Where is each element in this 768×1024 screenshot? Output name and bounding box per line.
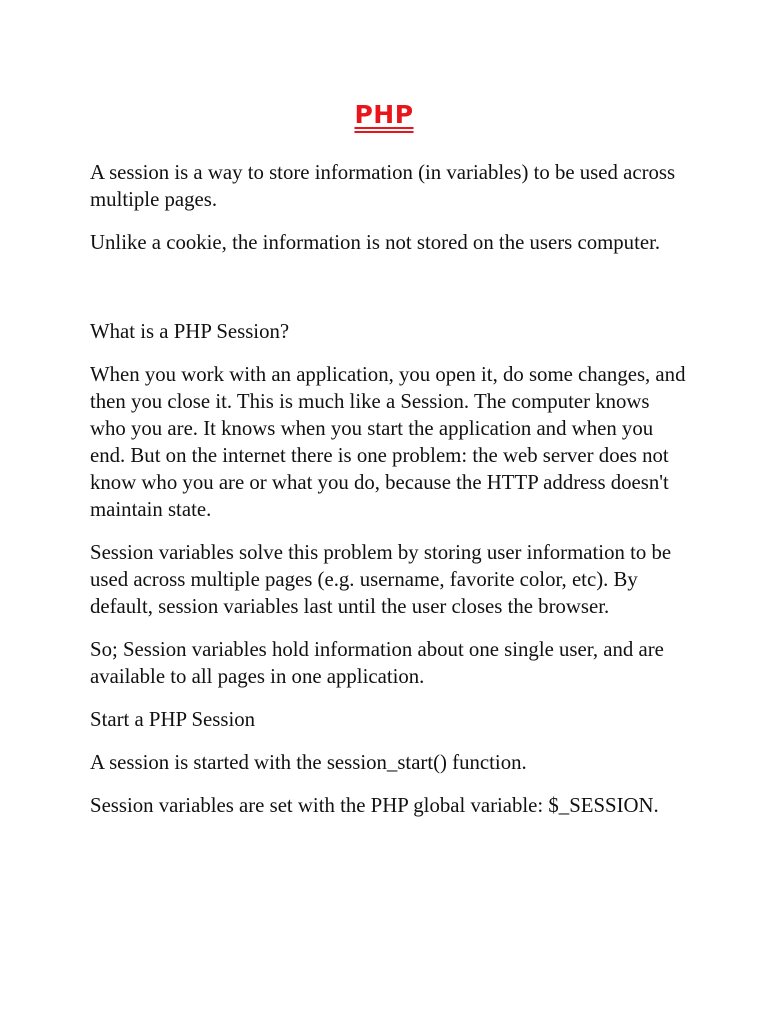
paragraph-session-start-function: A session is started with the session_start() function.	[90, 751, 527, 774]
page-title: PHP	[354, 100, 414, 129]
heading-start-php-session: Start a PHP Session	[90, 708, 256, 731]
title-container	[0, 98, 768, 132]
document-body	[90, 159, 690, 819]
heading-what-is-php-session: What is a PHP Session?	[90, 320, 290, 343]
paragraph-session-intro: A session is a way to store information (in variables) to be used across multiple pages.	[90, 161, 676, 211]
paragraph-session-variables-solution: Session variables solve this problem by storing user information to be used across multiple pages (e.g. username, favorite color, etc). By default, session variables last until the user closes the browser.	[90, 541, 672, 618]
paragraph-cookie-comparison: Unlike a cookie, the information is not stored on the users computer.	[90, 231, 661, 254]
paragraph-global-variable: Session variables are set with the PHP global variable: $_SESSION.	[90, 794, 659, 817]
paragraph-application-analogy: When you work with an application, you open it, do some changes, and then you close it. This is much like a Session. The computer knows who you are. It knows when you start the application and when you end. But on the internet there is one problem: the web server does not know who you are or what you do, because the HTTP address doesn't maintain state.	[90, 363, 686, 521]
paragraph-session-variables-summary: So; Session variables hold information about one single user, and are available to all pages in one application.	[90, 638, 664, 688]
